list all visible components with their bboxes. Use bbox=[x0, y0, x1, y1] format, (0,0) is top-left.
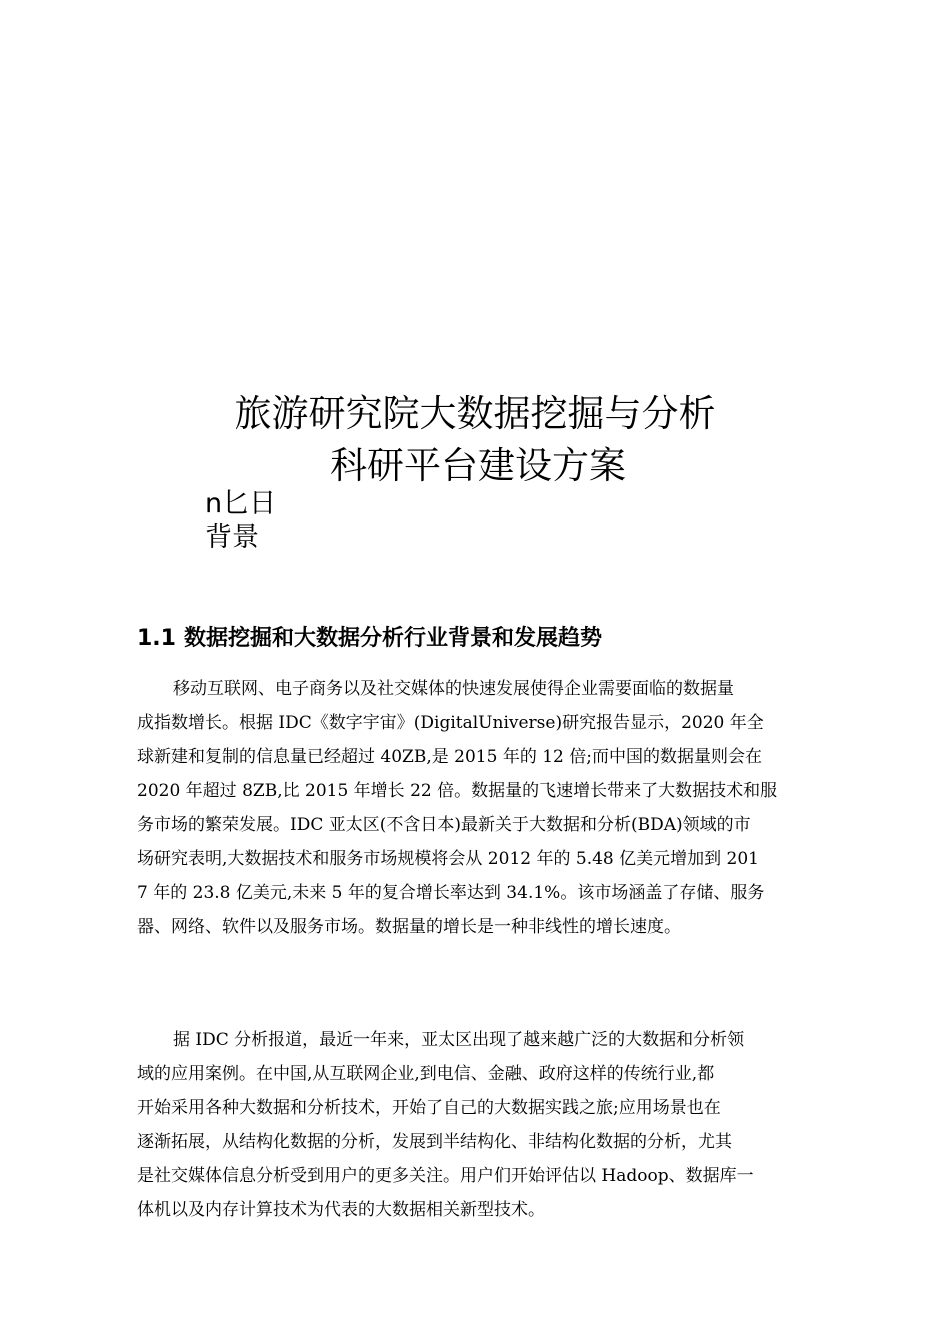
paragraph-line: 开始采用各种大数据和分析技术，开始了自己的大数据实践之旅;应用场景也在 bbox=[137, 1098, 721, 1118]
paragraph-line: 域的应用案例。在中国,从互联网企业,到电信、金融、政府这样的传统行业,都 bbox=[137, 1064, 715, 1084]
paragraph-line: 体机以及内存计算技术为代表的大数据相关新型技术。 bbox=[137, 1200, 545, 1220]
paragraph-line: 移动互联网、电子商务以及社交媒体的快速发展使得企业需要面临的数据量 bbox=[173, 679, 734, 699]
paragraph-line: 场研究表明,大数据技术和服务市场规模将会从 2012 年的 5.48 亿美元增加到 201 bbox=[137, 849, 759, 869]
paragraph-line: 器、网络、软件以及服务市场。数据量的增长是一种非线性的增长速度。 bbox=[137, 917, 681, 937]
paragraph-line: 逐渐拓展，从结构化数据的分析，发展到半结构化、非结构化数据的分析，尤其 bbox=[137, 1132, 732, 1152]
section-number: 1.1 bbox=[137, 626, 176, 652]
paragraph-line: 是社交媒体信息分析受到用户的更多关注。用户们开始评估以 Hadoop、数据库一 bbox=[137, 1166, 754, 1186]
paragraph-1 bbox=[137, 672, 817, 944]
section-heading bbox=[137, 621, 602, 657]
paragraph-line: 务市场的繁荣发展。IDC 亚太区(不含日本)最新关于大数据和分析(BDA)领域的市 bbox=[137, 815, 751, 835]
document-title-line-1: 旅游研究院大数据挖掘与分析 bbox=[234, 392, 716, 435]
chapter-marker: n匕日 bbox=[205, 488, 277, 519]
document-title-line-2: 科研平台建设方案 bbox=[330, 444, 626, 487]
paragraph-line: 据 IDC 分析报道，最近一年来，亚太区出现了越来越广泛的大数据和分析领 bbox=[173, 1030, 745, 1050]
paragraph-line: 成指数增长。根据 IDC《数字宇宙》(DigitalUniverse)研究报告显示，2020 年全 bbox=[137, 713, 764, 733]
paragraph-line: 2020 年超过 8ZB,比 2015 年增长 22 倍。数据量的飞速增长带来了大数据技术和服 bbox=[137, 781, 778, 801]
paragraph-2 bbox=[137, 1023, 817, 1227]
paragraph-line: 球新建和复制的信息量已经超过 40ZB,是 2015 年的 12 倍;而中国的数据量则会在 bbox=[137, 747, 762, 767]
paragraph-line: 7 年的 23.8 亿美元,未来 5 年的复合增长率达到 34.1%。该市场涵盖了存储、服务 bbox=[137, 883, 765, 903]
section-title: 数据挖掘和大数据分析行业背景和发展趋势 bbox=[183, 626, 602, 652]
chapter-title: 背景 bbox=[205, 522, 259, 553]
